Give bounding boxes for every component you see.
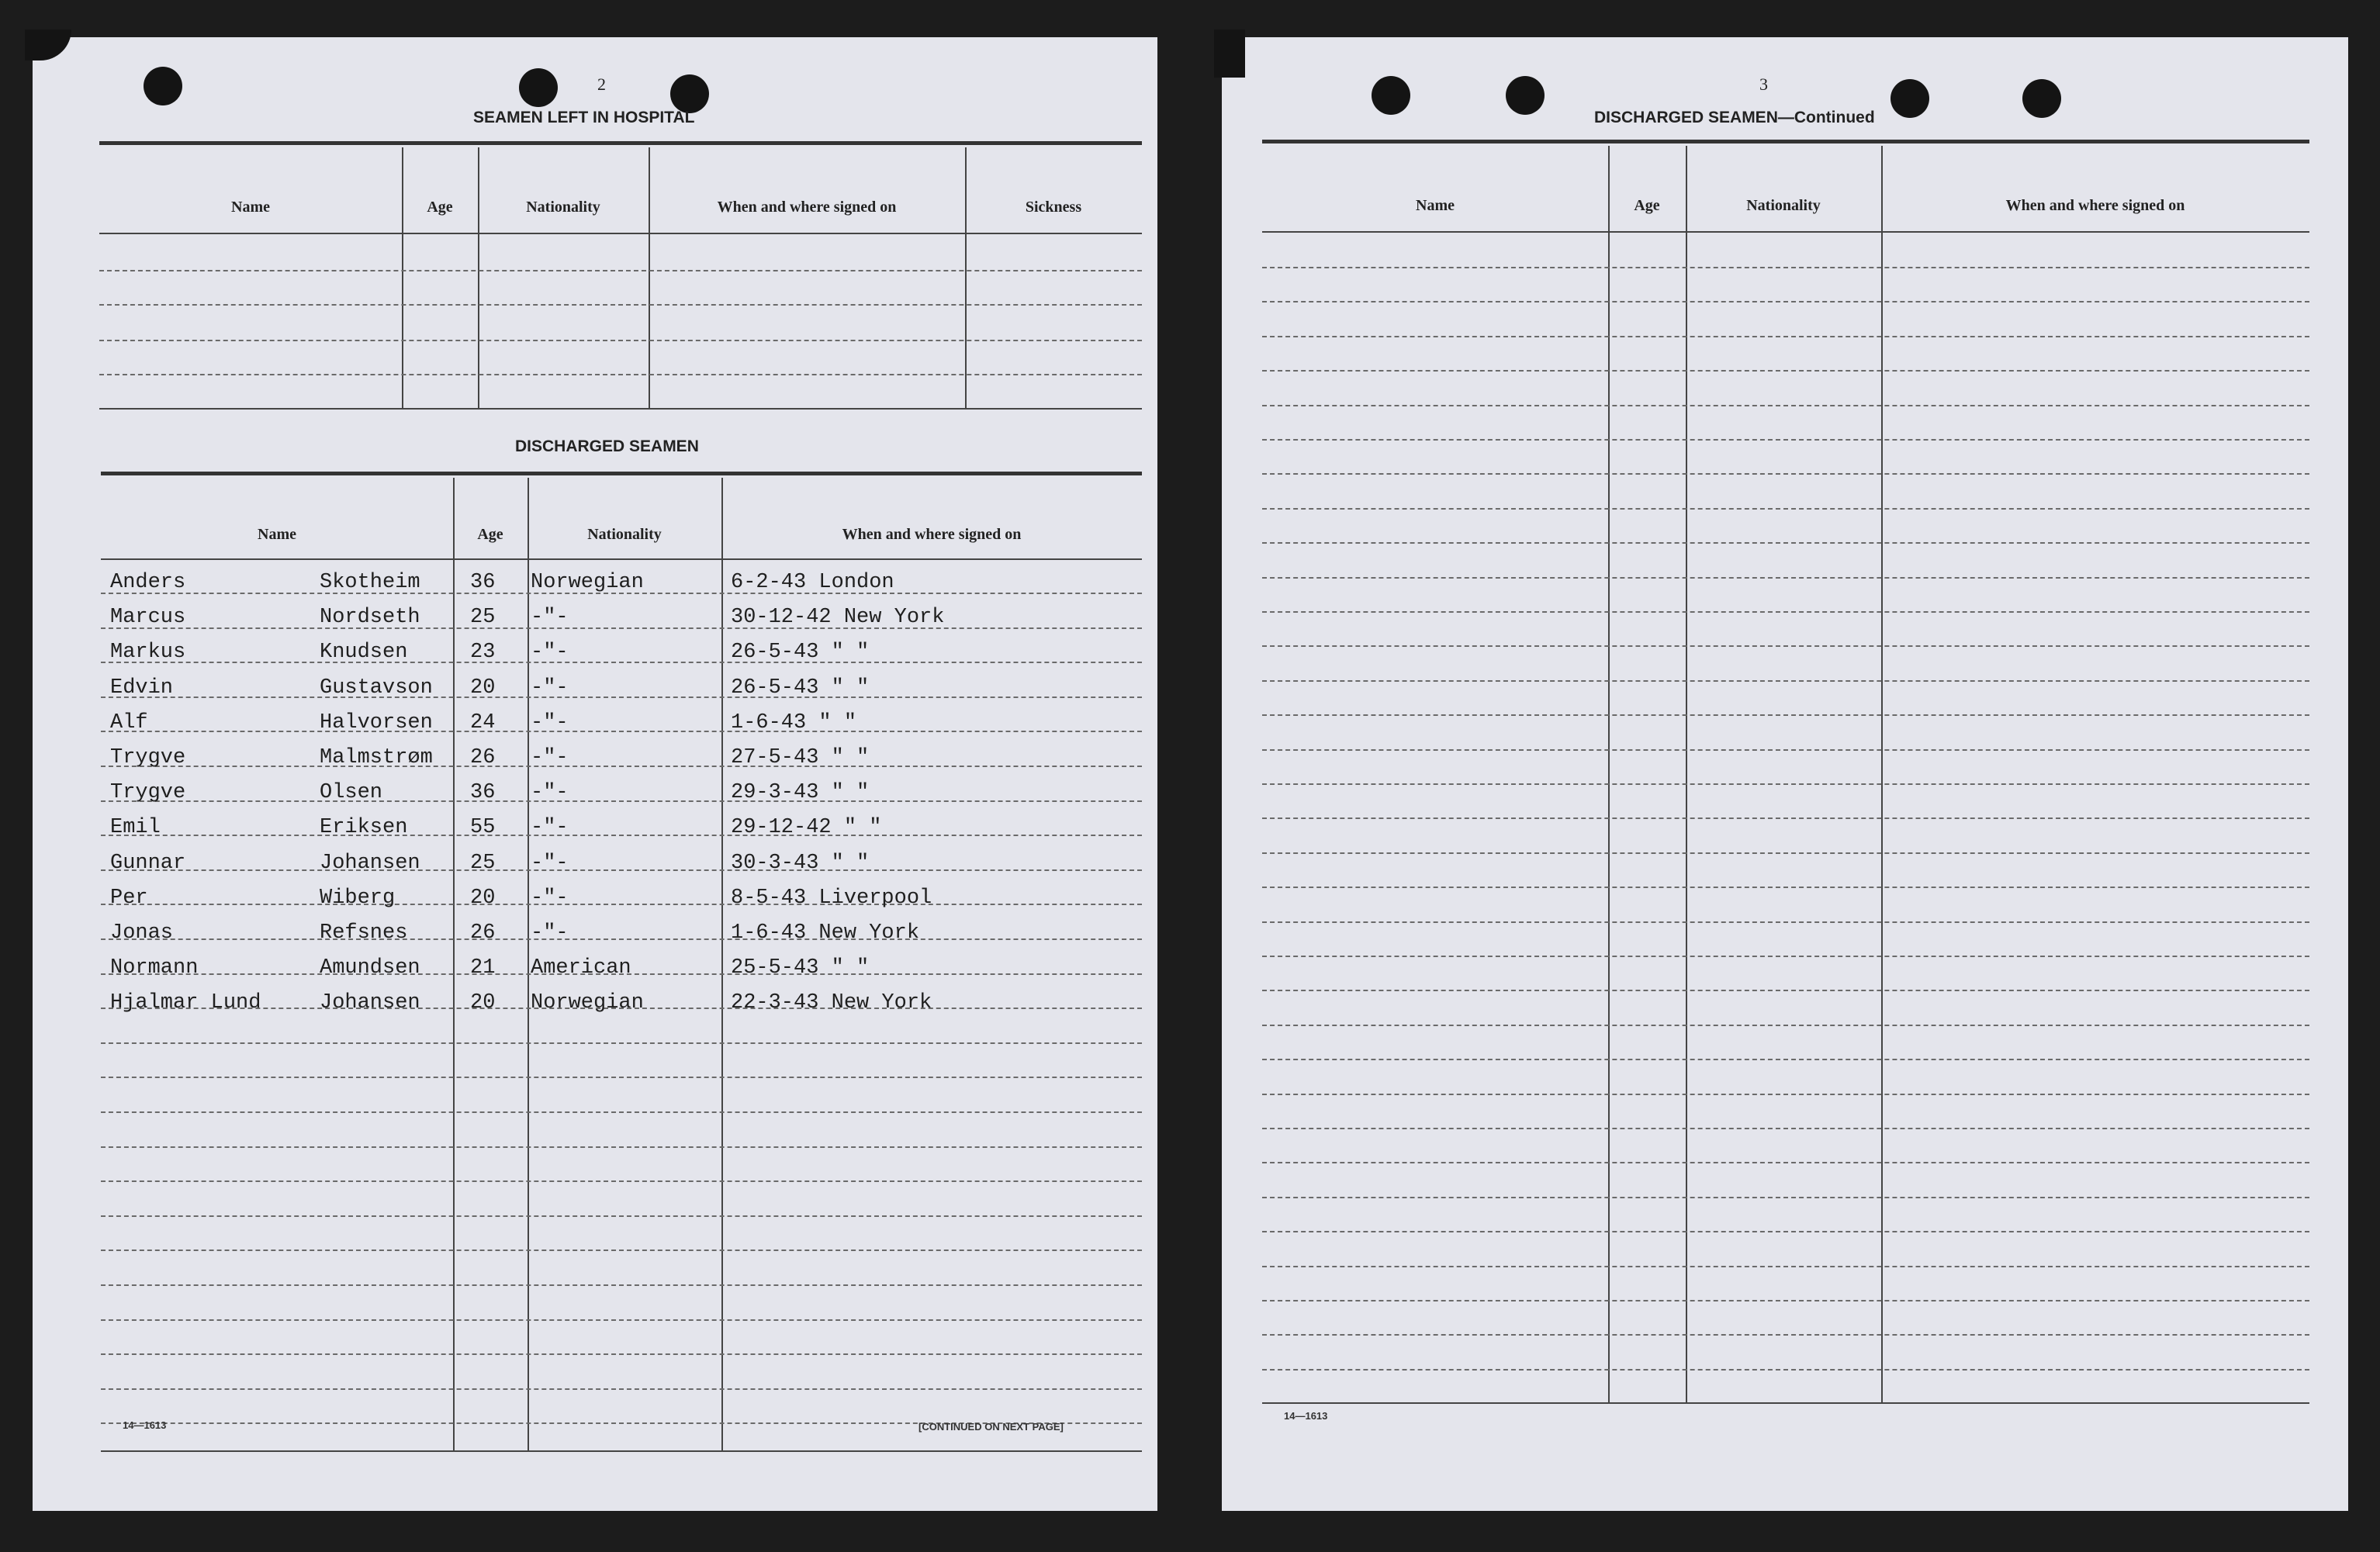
ruled-line	[1262, 439, 2309, 441]
cell-nationality: -"-	[531, 781, 569, 805]
ruled-line	[1262, 714, 2309, 716]
hospital-section-title: SEAMEN LEFT IN HOSPITAL	[473, 109, 695, 126]
cell-first: Markus	[110, 641, 186, 665]
column-header: Name	[1416, 197, 1455, 214]
table-rule	[101, 472, 1142, 475]
cell-first: Edvin	[110, 676, 174, 700]
cell-last: Halvorsen	[320, 710, 433, 735]
ruled-line	[1262, 817, 2309, 819]
cell-signed: 1-6-43 " "	[731, 710, 857, 735]
ruled-line	[1262, 301, 2309, 302]
ruled-line	[101, 1146, 1142, 1148]
cell-last: Wiberg	[320, 886, 396, 910]
table-row	[101, 740, 1142, 774]
cell-age: 23	[470, 641, 496, 665]
cell-first: Normann	[110, 956, 199, 980]
right-page	[1222, 37, 2348, 1511]
paper-tear	[1214, 29, 1245, 78]
cell-age: 55	[470, 816, 496, 840]
continued-note: [CONTINUED ON NEXT PAGE]	[918, 1421, 1064, 1433]
cell-first: Marcus	[110, 606, 186, 630]
ruled-line	[1262, 473, 2309, 475]
ruled-line	[1262, 956, 2309, 957]
cell-first: Per	[110, 886, 148, 910]
cell-age: 26	[470, 746, 496, 769]
cell-nationality: -"-	[531, 641, 569, 665]
cell-first: Emil	[110, 816, 161, 840]
ruled-line	[1262, 405, 2309, 406]
ruled-line	[1262, 1128, 2309, 1129]
cell-nationality: -"-	[531, 816, 569, 840]
cell-signed: 26-5-43 " "	[731, 641, 870, 665]
ruled-line	[1262, 1300, 2309, 1301]
cell-last: Refsnes	[320, 921, 408, 945]
hospital-table	[99, 141, 1142, 455]
column-header: When and where signed on	[717, 199, 897, 216]
table-row	[101, 775, 1142, 809]
column-divider	[649, 147, 650, 410]
ruled-line	[101, 1319, 1142, 1321]
ruled-line	[101, 1042, 1142, 1044]
ruled-line	[1262, 1025, 2309, 1026]
cell-last: Nordseth	[320, 606, 420, 630]
cell-nationality: -"-	[531, 710, 569, 735]
cell-nationality: -"-	[531, 886, 569, 910]
cell-age: 25	[470, 851, 496, 875]
cell-signed: 27-5-43 " "	[731, 746, 870, 769]
ruled-line	[1262, 542, 2309, 544]
ruled-line	[1262, 1094, 2309, 1095]
cell-age: 36	[470, 781, 496, 805]
table-row	[101, 600, 1142, 634]
table-rule	[1262, 231, 2309, 233]
column-header: Nationality	[587, 526, 662, 543]
punch-hole	[2022, 79, 2061, 118]
ruled-line	[99, 304, 1142, 306]
ruled-line	[99, 270, 1142, 271]
cell-last: Eriksen	[320, 816, 408, 840]
ruled-line	[101, 1077, 1142, 1078]
column-header: Nationality	[1746, 197, 1821, 214]
cell-age: 20	[470, 676, 496, 700]
table-rule	[1262, 140, 2309, 143]
ruled-line	[1262, 1162, 2309, 1163]
page-number: 2	[597, 74, 606, 94]
cell-first: Jonas	[110, 921, 174, 945]
column-divider	[1881, 146, 1883, 1402]
column-header: Age	[477, 526, 503, 543]
cell-last: Gustavson	[320, 676, 433, 700]
column-header: Name	[258, 526, 296, 543]
cell-age: 20	[470, 886, 496, 910]
table-rule	[99, 408, 1142, 410]
table-row	[101, 880, 1142, 914]
cell-signed: 6-2-43 London	[731, 571, 894, 594]
ruled-line	[1262, 611, 2309, 613]
cell-signed: 1-6-43 New York	[731, 921, 920, 945]
paper-tear	[25, 29, 71, 60]
table-rule	[101, 1450, 1142, 1452]
ruled-line	[1262, 852, 2309, 854]
ruled-line	[99, 374, 1142, 375]
continued-section-title: DISCHARGED SEAMEN—Continued	[1594, 109, 1875, 126]
cell-nationality: -"-	[531, 921, 569, 945]
ruled-line	[1262, 267, 2309, 268]
table-row	[101, 985, 1142, 1019]
ruled-line	[1262, 1266, 2309, 1267]
cell-age: 21	[470, 956, 496, 980]
ruled-line	[101, 1250, 1142, 1251]
cell-nationality: American	[531, 956, 631, 980]
cell-nationality: -"-	[531, 746, 569, 769]
discharged-section-title: DISCHARGED SEAMEN	[515, 437, 699, 455]
cell-nationality: Norwegian	[531, 991, 644, 1015]
ruled-line	[101, 1215, 1142, 1217]
column-divider	[1608, 146, 1610, 1402]
cell-last: Johansen	[320, 851, 420, 875]
table-row	[101, 950, 1142, 984]
ruled-line	[1262, 990, 2309, 991]
ruled-line	[1262, 336, 2309, 337]
cell-nationality: -"-	[531, 606, 569, 630]
form-number: 14—1613	[1284, 1410, 1328, 1422]
column-divider	[478, 147, 479, 410]
table-row	[101, 915, 1142, 949]
column-header: Name	[231, 199, 270, 216]
cell-last: Skotheim	[320, 571, 420, 594]
cell-signed: 29-3-43 " "	[731, 781, 870, 805]
punch-hole	[1891, 79, 1929, 118]
ruled-line	[1262, 749, 2309, 751]
cell-signed: 30-12-42 New York	[731, 606, 945, 630]
ruled-line	[99, 340, 1142, 341]
ruled-line	[1262, 370, 2309, 372]
punch-hole	[519, 68, 558, 107]
table-rule	[99, 141, 1142, 145]
cell-age: 36	[470, 571, 496, 594]
cell-nationality: Norwegian	[531, 571, 644, 594]
ruled-line	[1262, 508, 2309, 510]
cell-first: Alf	[110, 710, 148, 735]
column-divider	[965, 147, 967, 410]
cell-last: Amundsen	[320, 956, 420, 980]
left-page	[33, 37, 1157, 1511]
ruled-line	[1262, 887, 2309, 888]
cell-first: Hjalmar Lund	[110, 991, 261, 1015]
cell-signed: 29-12-42 " "	[731, 816, 882, 840]
ruled-line	[101, 1284, 1142, 1286]
table-row	[101, 810, 1142, 844]
punch-hole	[144, 67, 182, 105]
cell-signed: 22-3-43 New York	[731, 991, 932, 1015]
cell-nationality: -"-	[531, 851, 569, 875]
table-rule	[101, 558, 1142, 560]
ruled-line	[1262, 680, 2309, 682]
page-number: 3	[1759, 74, 1768, 94]
ruled-line	[101, 1111, 1142, 1113]
ruled-line	[101, 1180, 1142, 1182]
column-divider	[1686, 146, 1687, 1402]
ruled-line	[1262, 783, 2309, 785]
table-rule	[99, 233, 1142, 234]
ruled-line	[1262, 645, 2309, 647]
column-header: Sickness	[1025, 199, 1082, 216]
table-rule	[1262, 1402, 2309, 1404]
cell-nationality: -"-	[531, 676, 569, 700]
column-divider	[402, 147, 403, 410]
cell-first: Gunnar	[110, 851, 186, 875]
continued-table	[1262, 140, 2309, 1443]
cell-last: Olsen	[320, 781, 383, 805]
form-number: 14—1613	[123, 1419, 167, 1431]
discharged-table	[101, 472, 1142, 1489]
cell-age: 24	[470, 710, 496, 735]
column-header: When and where signed on	[842, 526, 1022, 543]
cell-last: Johansen	[320, 991, 420, 1015]
punch-hole	[1372, 76, 1410, 115]
ruled-line	[1262, 1059, 2309, 1060]
ruled-line	[101, 1353, 1142, 1355]
table-row	[101, 845, 1142, 880]
cell-age: 25	[470, 606, 496, 630]
table-row	[101, 634, 1142, 669]
cell-signed: 25-5-43 " "	[731, 956, 870, 980]
cell-first: Trygve	[110, 746, 186, 769]
ruled-line	[1262, 577, 2309, 579]
table-row	[101, 705, 1142, 739]
column-header: Age	[427, 199, 453, 216]
column-header: Age	[1634, 197, 1660, 214]
cell-signed: 8-5-43 Liverpool	[731, 886, 932, 910]
cell-age: 26	[470, 921, 496, 945]
cell-signed: 26-5-43 " "	[731, 676, 870, 700]
ruled-line	[101, 1388, 1142, 1390]
ruled-line	[1262, 1334, 2309, 1336]
cell-first: Trygve	[110, 781, 186, 805]
ruled-line	[1262, 921, 2309, 923]
punch-hole	[1506, 76, 1545, 115]
column-header: Nationality	[526, 199, 600, 216]
cell-last: Knudsen	[320, 641, 408, 665]
column-header: When and where signed on	[2005, 197, 2185, 214]
ruled-line	[1262, 1369, 2309, 1371]
ruled-line	[1262, 1197, 2309, 1198]
cell-last: Malmstrøm	[320, 746, 433, 769]
cell-first: Anders	[110, 571, 186, 594]
cell-signed: 30-3-43 " "	[731, 851, 870, 875]
cell-age: 20	[470, 991, 496, 1015]
table-row	[101, 670, 1142, 704]
ruled-line	[1262, 1231, 2309, 1232]
table-row	[101, 565, 1142, 599]
punch-hole	[670, 74, 709, 113]
